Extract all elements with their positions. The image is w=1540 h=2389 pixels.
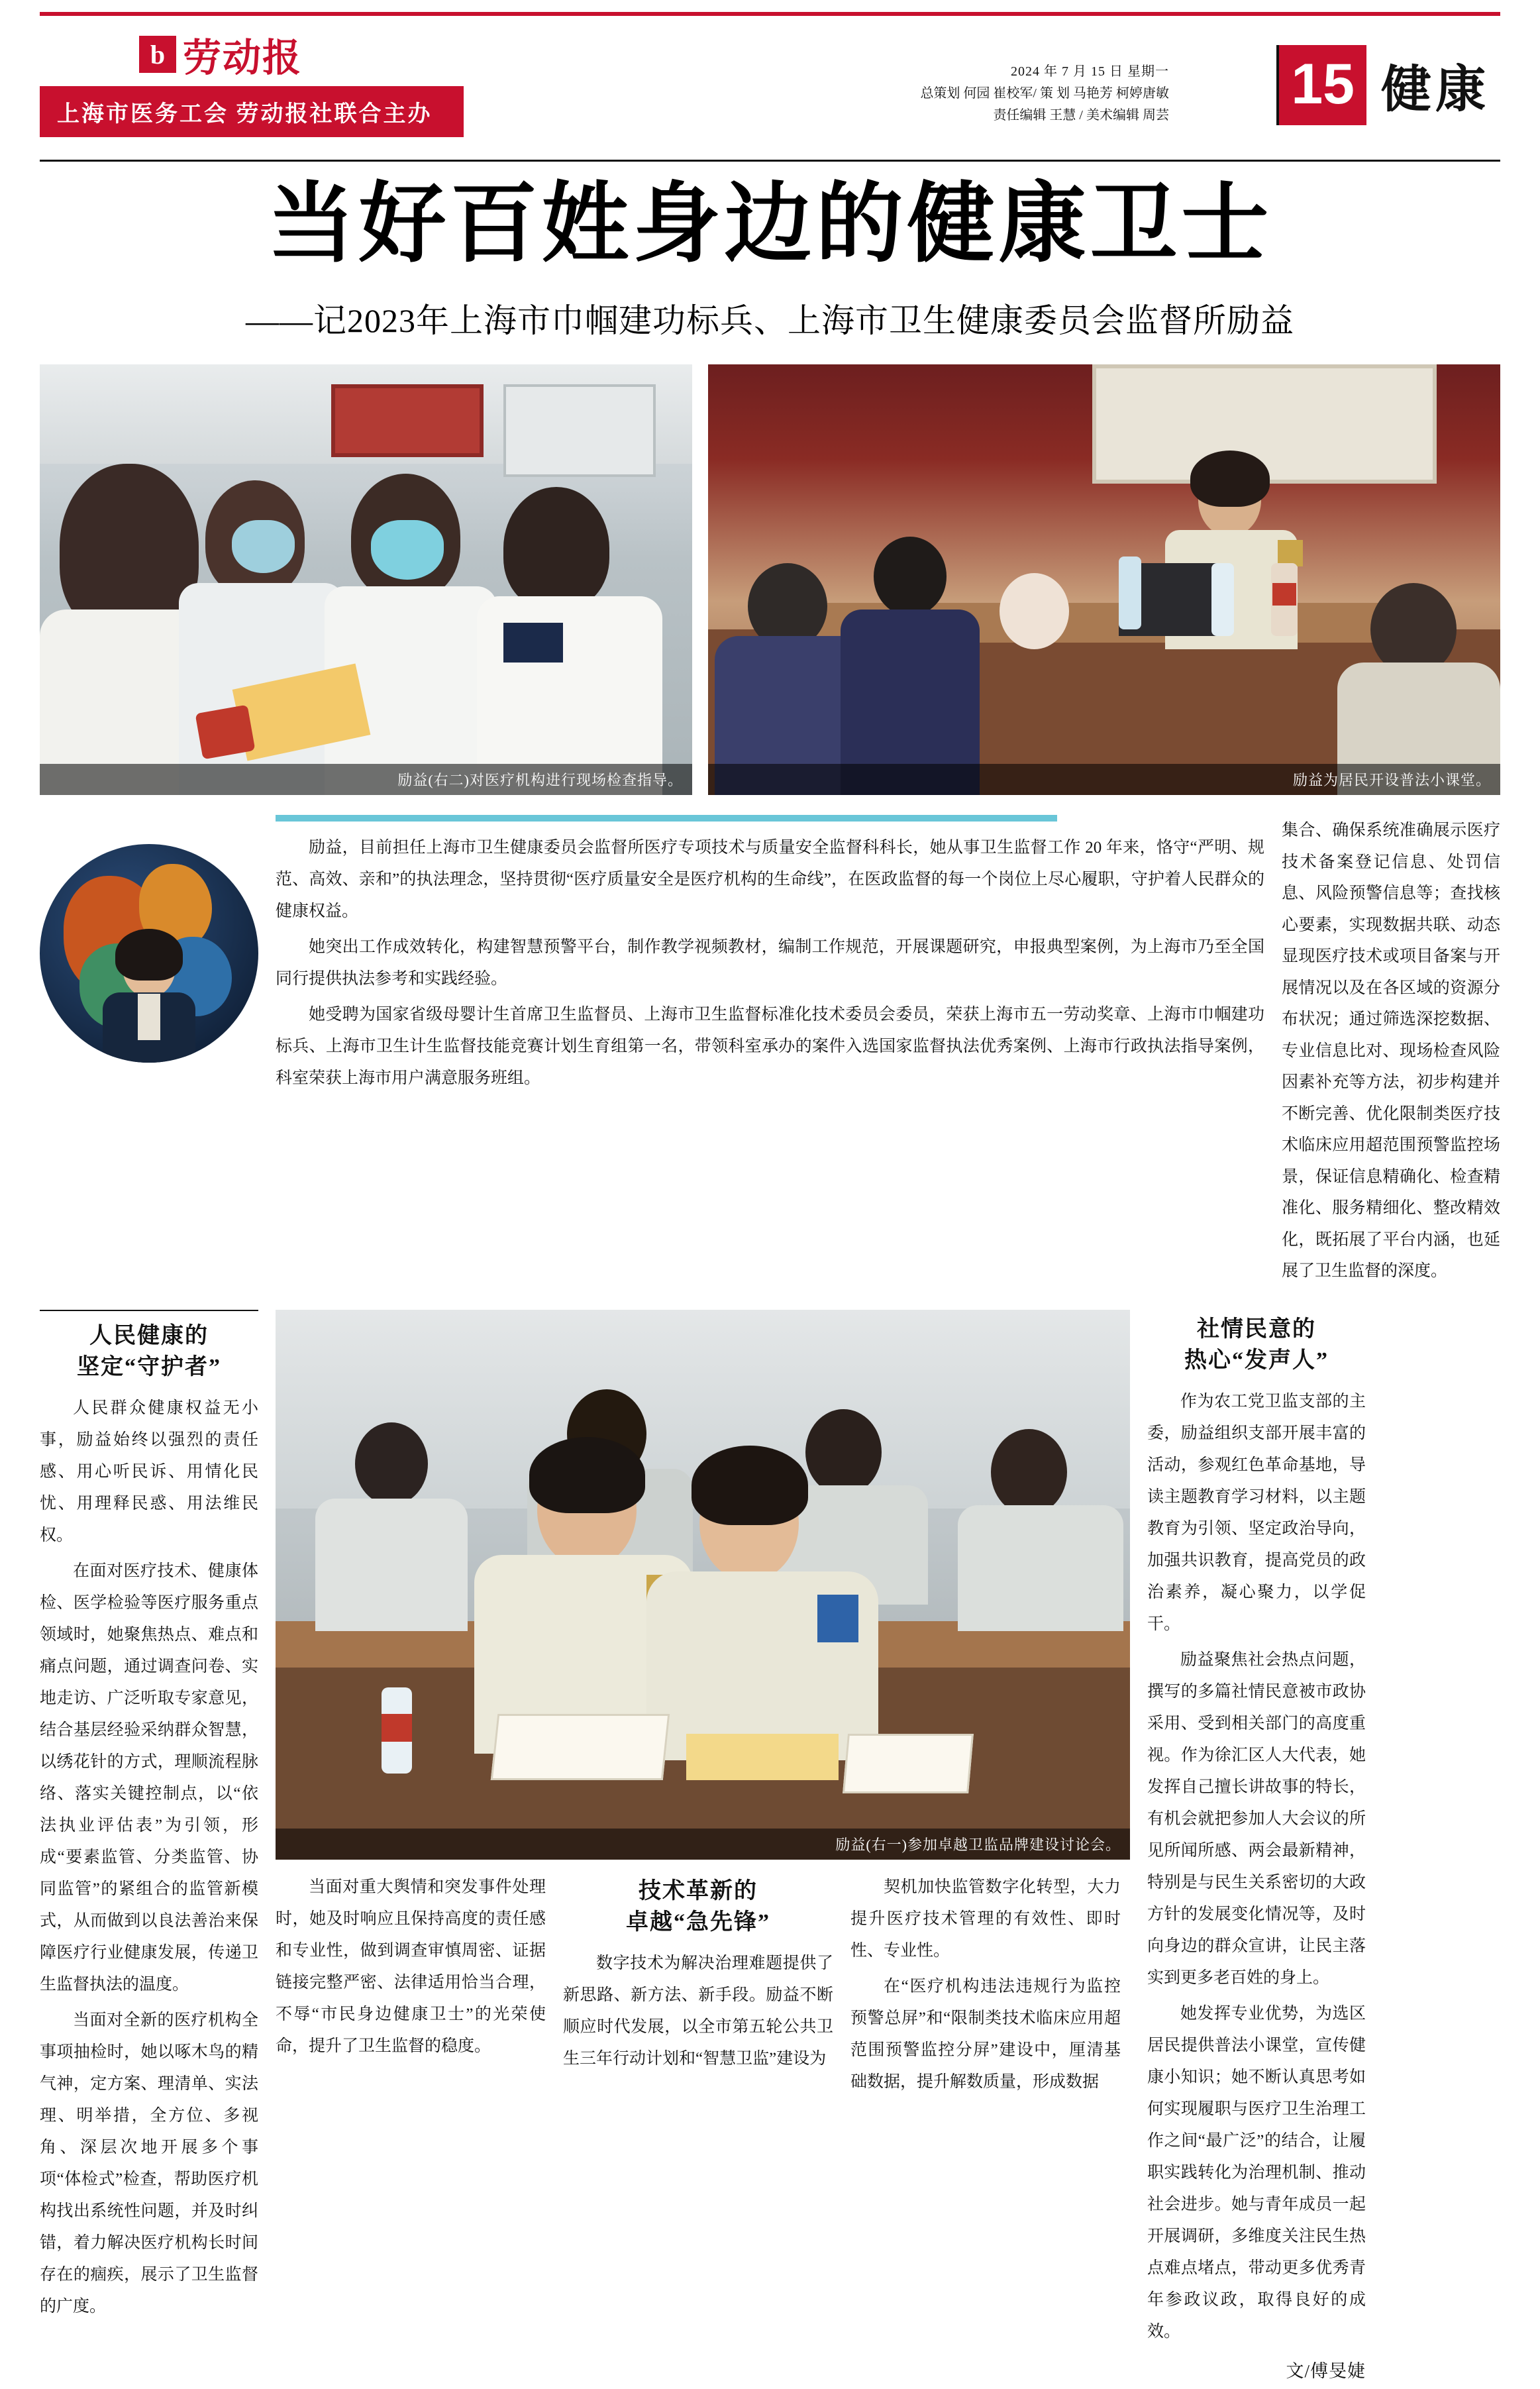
- lead-text: [276, 832, 1264, 1098]
- page-title: 当好百姓身边的健康卫士: [267, 176, 1273, 273]
- section-guardian-paragraph: 在面对医疗技术、健康体检、医学检验等医疗服务重点领域时，她聚焦热点、难点和痛点问题，通过调查问卷、实地走访、广泛听取专家意见，结合基层经验采纳群众智慧，以绣花针的方式，理顺流程脉络、落实关键控制点，以“依法执业评估表”为引领，形成“要素监管、分类监管、协同监管”的紧组合的监管新模式，从而做到以良法善治来保障医疗行业健康发展，传递卫生监督执法的温度。: [40, 1562, 258, 1994]
- bottom-middle-paragraph: 数字技术为解决治理难题提供了新思路、新方法、新手段。励益不断顺应时代发展，以全市第五轮公共卫生三年行动计划和“智慧卫监”建设为: [563, 1954, 833, 2068]
- page-subtitle: ——记2023年上海市巾帼建功标兵、上海市卫生健康委员会监督所励益: [246, 302, 1294, 340]
- photo-meeting: [276, 1310, 1130, 1860]
- section-voice-paragraph: 励益聚焦社会热点问题，撰写的多篇社情民意被市政协采用、受到相关部门的高度重视。作为徐汇区人大代表，她发挥自己擅长讲故事的特长，有机会就把参加人大会议的所见所闻所感、两会最新精神，特别是与民生关系密切的大政方针的发展变化情况等，及时向身边的群众宣讲，让民主落实到更多老百姓的身上。: [1147, 1651, 1366, 1988]
- section-voice-title-line1: 社情民意的: [1197, 1316, 1316, 1342]
- intro-band: [40, 815, 1500, 1293]
- photo-inspection: [40, 364, 692, 795]
- masthead-divider: [40, 160, 1500, 162]
- lead-paragraph: 她受聘为国家省级母婴计生首席卫生监督员、上海市卫生监督标准化技术委员会委员，荣获上海市五一劳动奖章、上海市巾帼建功标兵、上海市卫生计生监督技能竞赛计划生育组第一名，带领科室承办的案件入选国家监督执法优秀案例、上海市行政执法指导案例，科室荣获上海市用户满意服务班组。: [276, 1006, 1264, 1088]
- co-sponsor-banner: 上海市医务工会 劳动报社联合主办: [40, 86, 464, 137]
- section-innovation-title-line1: 技术革新的: [639, 1878, 758, 1903]
- lead-paragraph: 她突出工作成效转化，构建智慧预警平台，制作教学视频教材，编制工作规范，开展课题研究，申报典型案例，为上海市乃至全国同行提供执法参考和实践经验。: [276, 938, 1264, 988]
- section-voice-title: [1147, 1314, 1366, 1377]
- section-divider: [40, 1310, 258, 1311]
- bottom-right-paragraph: 契机加快监管数字化转型，大力提升医疗技术管理的有效性、即时性、专业性。: [850, 1878, 1121, 1960]
- photo-lecture-image: [708, 364, 1500, 795]
- photo-inspection-image: [40, 364, 692, 795]
- portrait-person: [99, 937, 199, 1063]
- article-byline: 文/傅旻婕: [1286, 2361, 1366, 2382]
- photo-meeting-image: [276, 1310, 1130, 1860]
- credit-line-2: 责任编辑 王慧 / 美术编辑 周芸: [993, 108, 1169, 123]
- section-voice-paragraph: 她发挥专业优势，为选区居民提供普法小课堂，宣传健康小知识；她不断认真思考如何实现履职与医疗卫生治理工作之间“最广泛”的结合，让履职实践转化为治理机制、推动社会进步。她与青年成员一起开展调研，多维度关注民生热点难点堵点，带动更多优秀青年参政议政，取得良好的成效。: [1147, 2005, 1366, 2341]
- bottom-col-right: [850, 1872, 1121, 2102]
- section-guardian-paragraph: 人民群众健康权益无小事，励益始终以强烈的责任感、用心听民诉、用情化民忧、用理释民惑、用法维民权。: [40, 1399, 258, 1545]
- headline-block: [40, 172, 1500, 342]
- newspaper-logo: [139, 27, 302, 82]
- top-rule: [40, 12, 1500, 16]
- lead-paragraph: 励益，目前担任上海市卫生健康委员会监督所医疗专项技术与质量安全监督科科长，她从事卫生监督工作 20 年来，恪守“严明、规范、高效、亲和”的执法理念，坚持贯彻“医疗质量安全是医疗机构的生命线”，在医政监督的每一个岗位上尽心履职，守护着人民群众的健康权益。: [276, 839, 1264, 921]
- intro-text-block: [276, 815, 1264, 1293]
- credit-line-1: 总策划 何园 崔校军/ 策 划 马艳芳 柯婷唐敏: [920, 86, 1169, 101]
- portrait-photo: [40, 844, 258, 1063]
- bottom-right-paragraph: 在“医疗机构违法违规行为监控预警总屏”和“限制类技术临床应用超范围预警监控分屏”建设中，厘清基础数据，提升解数质量，形成数据: [850, 1977, 1121, 2091]
- photo-row: [40, 364, 1500, 795]
- photo-caption: 励益(右二)对医疗机构进行现场检查指导。: [40, 764, 692, 795]
- publication-info: [920, 61, 1169, 127]
- bottom-columns: [276, 1872, 1130, 2102]
- right-top-paragraph: 集合、确保系统准确展示医疗技术备案登记信息、处罚信息、风险预警信息等；查找核心要素，实现数据共联、动态显现医疗技术或项目备案与开展情况以及在各区域的资源分布状况；通过筛选深挖数据、专业信息比对、现场检查风险因素补充等方法，初步构建并不断完善、优化限制类医疗技术临床应用超范围预警监控场景，保证信息精确化、检查精准化、服务精细化、整改精效化，既拓展了平台内涵，也延展了卫生监督的深度。: [1282, 822, 1500, 1281]
- section-guardian: [40, 1310, 258, 2389]
- center-column: [276, 1310, 1130, 2389]
- bottom-col-left: [276, 1872, 546, 2102]
- publication-date: 2024 年 7 月 15 日 星期一: [1011, 64, 1169, 79]
- section-guardian-title: [40, 1320, 258, 1383]
- logo-badge-icon: b: [139, 36, 176, 73]
- section-guardian-title-line2: 坚定“守护者”: [77, 1355, 221, 1380]
- page-section-name: 健康: [1381, 62, 1490, 118]
- section-voice: [1147, 1310, 1366, 2389]
- masthead: [40, 0, 1500, 166]
- right-column-top: [1282, 815, 1500, 1293]
- page-section-box: [1276, 45, 1500, 125]
- section-voice-paragraph: 作为农工党卫监支部的主委，励益组织支部开展丰富的活动，参观红色革命基地，导读主题教育学习材料，以主题教育为引领、坚定政治导向，加强共识教育，提高党员的政治素养，凝心聚力，以学促干。: [1147, 1393, 1366, 1634]
- photo-caption: 励益为居民开设普法小课堂。: [708, 764, 1500, 795]
- bottom-left-paragraph: 当面对重大舆情和突发事件处理时，她及时响应且保持高度的责任感和专业性，做到调查审慎周密、证据链接完整严密、法律适用恰当合理，不辱“市民身边健康卫士”的光荣使命，提升了卫生监督的稳度。: [276, 1878, 546, 2055]
- section-guardian-paragraph: 当面对全新的医疗机构全事项抽检时，她以啄木鸟的精气神，定方案、理清单、实法理、明举措，全方位、多视角、深层次地开展多个事项“体检式”检查，帮助医疗机构找出系统性问题，并及时纠错，着力解决医疗机构长时间存在的痼疾，展示了卫生监督的广度。: [40, 2011, 258, 2316]
- section-guardian-title-line1: 人民健康的: [89, 1323, 209, 1348]
- section-innovation-title: [563, 1876, 833, 1938]
- page-number: 15: [1279, 45, 1366, 125]
- bottom-col-middle: [563, 1872, 833, 2102]
- photo-lecture: [708, 364, 1500, 795]
- teal-accent-bar: [276, 815, 1057, 822]
- photo-caption: 励益(右一)参加卓越卫监品牌建设讨论会。: [276, 1829, 1130, 1860]
- section-innovation-title-line2: 卓越“急先锋”: [626, 1910, 770, 1935]
- portrait-block: [40, 815, 258, 1293]
- logo-text: 劳动报: [183, 36, 303, 80]
- section-voice-title-line2: 热心“发声人”: [1184, 1348, 1329, 1373]
- lower-section: [40, 1310, 1500, 2389]
